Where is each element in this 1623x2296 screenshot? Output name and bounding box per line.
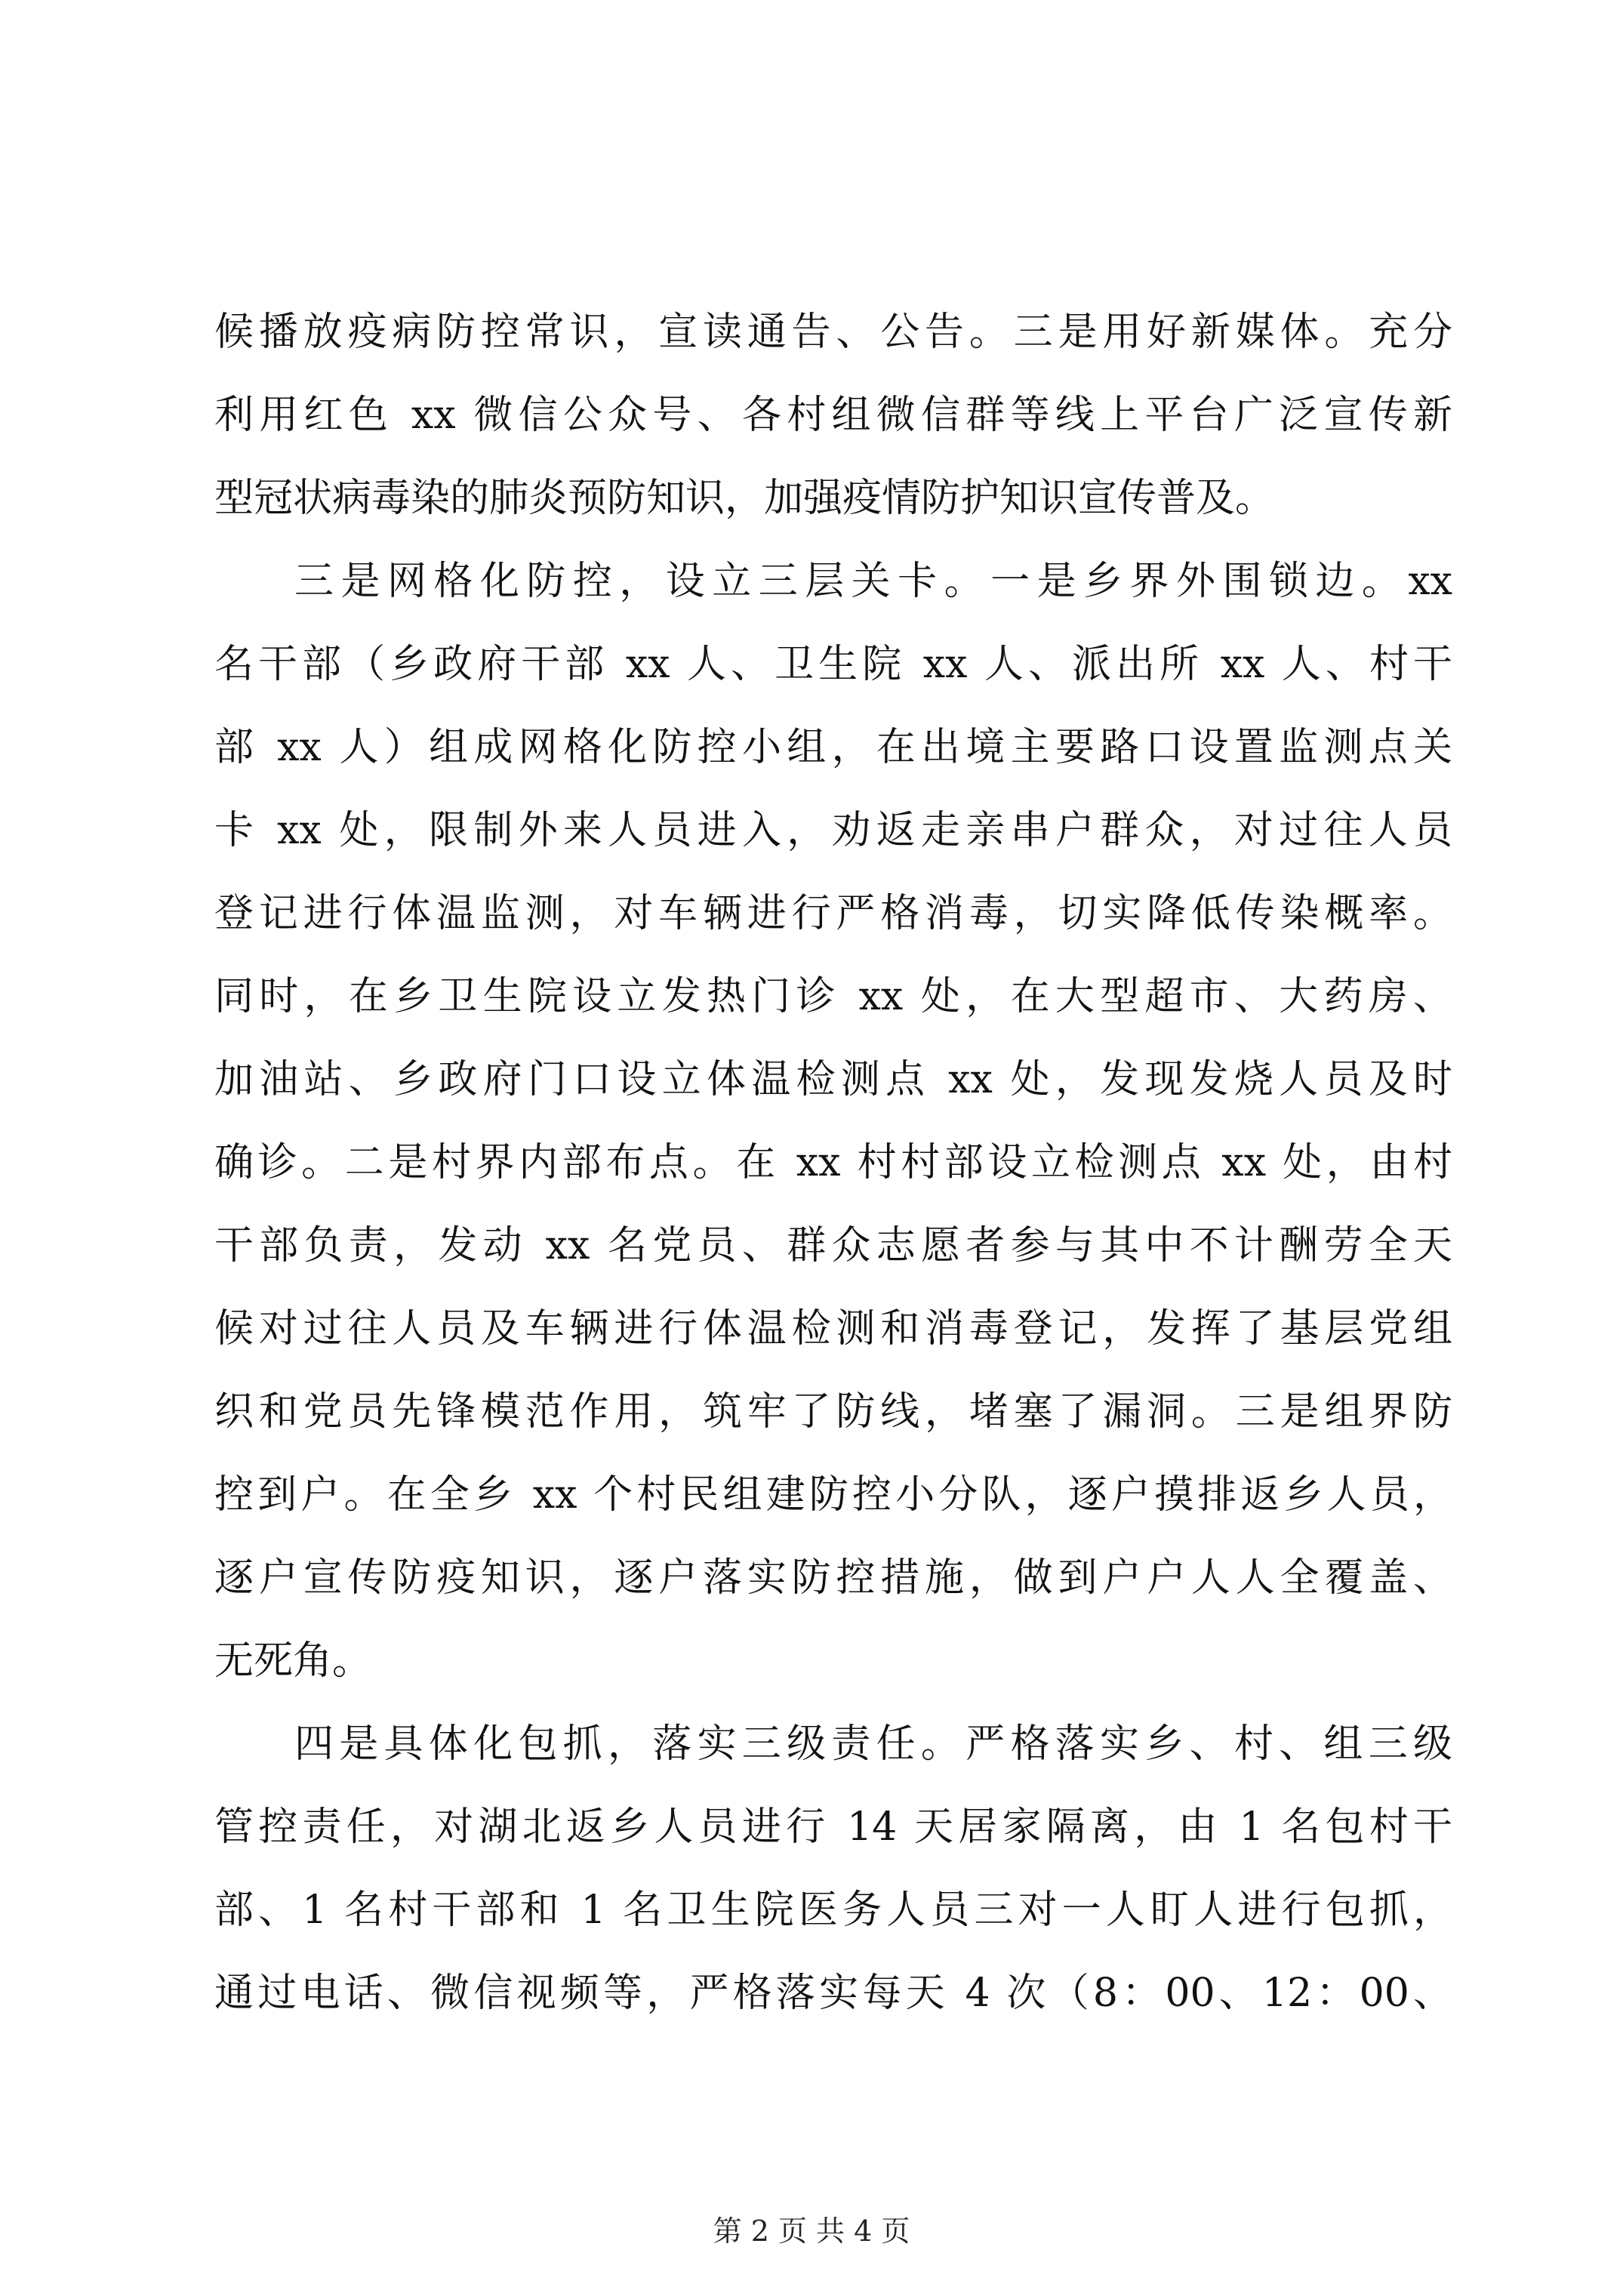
page-footer	[0, 2212, 1623, 2250]
text-line: 织和党员先锋模范作用，筑牢了防线，堵塞了漏洞。三是组界防	[214, 1389, 1452, 1435]
page-number-label: 第 2 页 共 4 页	[713, 2214, 910, 2248]
text-line: 候播放疫病防控常识，宣读通告、公告。三是用好新媒体。充分	[214, 310, 1452, 355]
text-line: 逐户宣传防疫知识，逐户落实防控措施，做到户户人人全覆盖、	[214, 1555, 1452, 1601]
text-line: 干部负责，发动 xx 名党员、群众志愿者参与其中不计酬劳全天	[214, 1223, 1452, 1268]
text-line: 部 xx 人）组成网格化防控小组，在出境主要路口设置监测点关	[214, 725, 1452, 770]
text-line: 部、1 名村干部和 1 名卫生院医务人员三对一人盯人进行包抓，	[214, 1888, 1452, 1933]
text-line: 登记进行体温监测，对车辆进行严格消毒，切实降低传染概率。	[214, 891, 1452, 936]
paragraph-start-line: 四是具体化包抓，落实三级责任。严格落实乡、村、组三级	[294, 1721, 1452, 1767]
text-line: 卡 xx 处，限制外来人员进入，劝返走亲串户群众，对过往人员	[214, 808, 1452, 853]
text-line: 通过电话、微信视频等，严格落实每天 4 次（8：00、12：00、	[214, 1971, 1452, 2016]
text-line: 管控责任，对湖北返乡人员进行 14 天居家隔离，由 1 名包村干	[214, 1804, 1452, 1850]
text-line: 确诊。二是村界内部布点。在 xx 村村部设立检测点 xx 处，由村	[214, 1140, 1452, 1185]
text-line: 控到户。在全乡 xx 个村民组建防控小分队，逐户摸排返乡人员，	[214, 1472, 1452, 1518]
text-line: 加油站、乡政府门口设立体温检测点 xx 处，发现发烧人员及时	[214, 1057, 1452, 1102]
body-text	[214, 291, 1452, 2035]
paragraph-start-line: 三是网格化防控，设立三层关卡。一是乡界外围锁边。xx	[294, 559, 1452, 604]
text-line: 候对过往人员及车辆进行体温检测和消毒登记，发挥了基层党组	[214, 1306, 1452, 1351]
text-line: 无死角。	[214, 1638, 372, 1684]
text-line: 同时，在乡卫生院设立发热门诊 xx 处，在大型超市、大药房、	[214, 974, 1452, 1019]
text-line: 名干部（乡政府干部 xx 人、卫生院 xx 人、派出所 xx 人、村干	[214, 642, 1452, 687]
text-line: 利用红色 xx 微信公众号、各村组微信群等线上平台广泛宣传新	[214, 393, 1452, 438]
text-line: 型冠状病毒染的肺炎预防知识，加强疫情防护知识宣传普及。	[214, 476, 1275, 521]
